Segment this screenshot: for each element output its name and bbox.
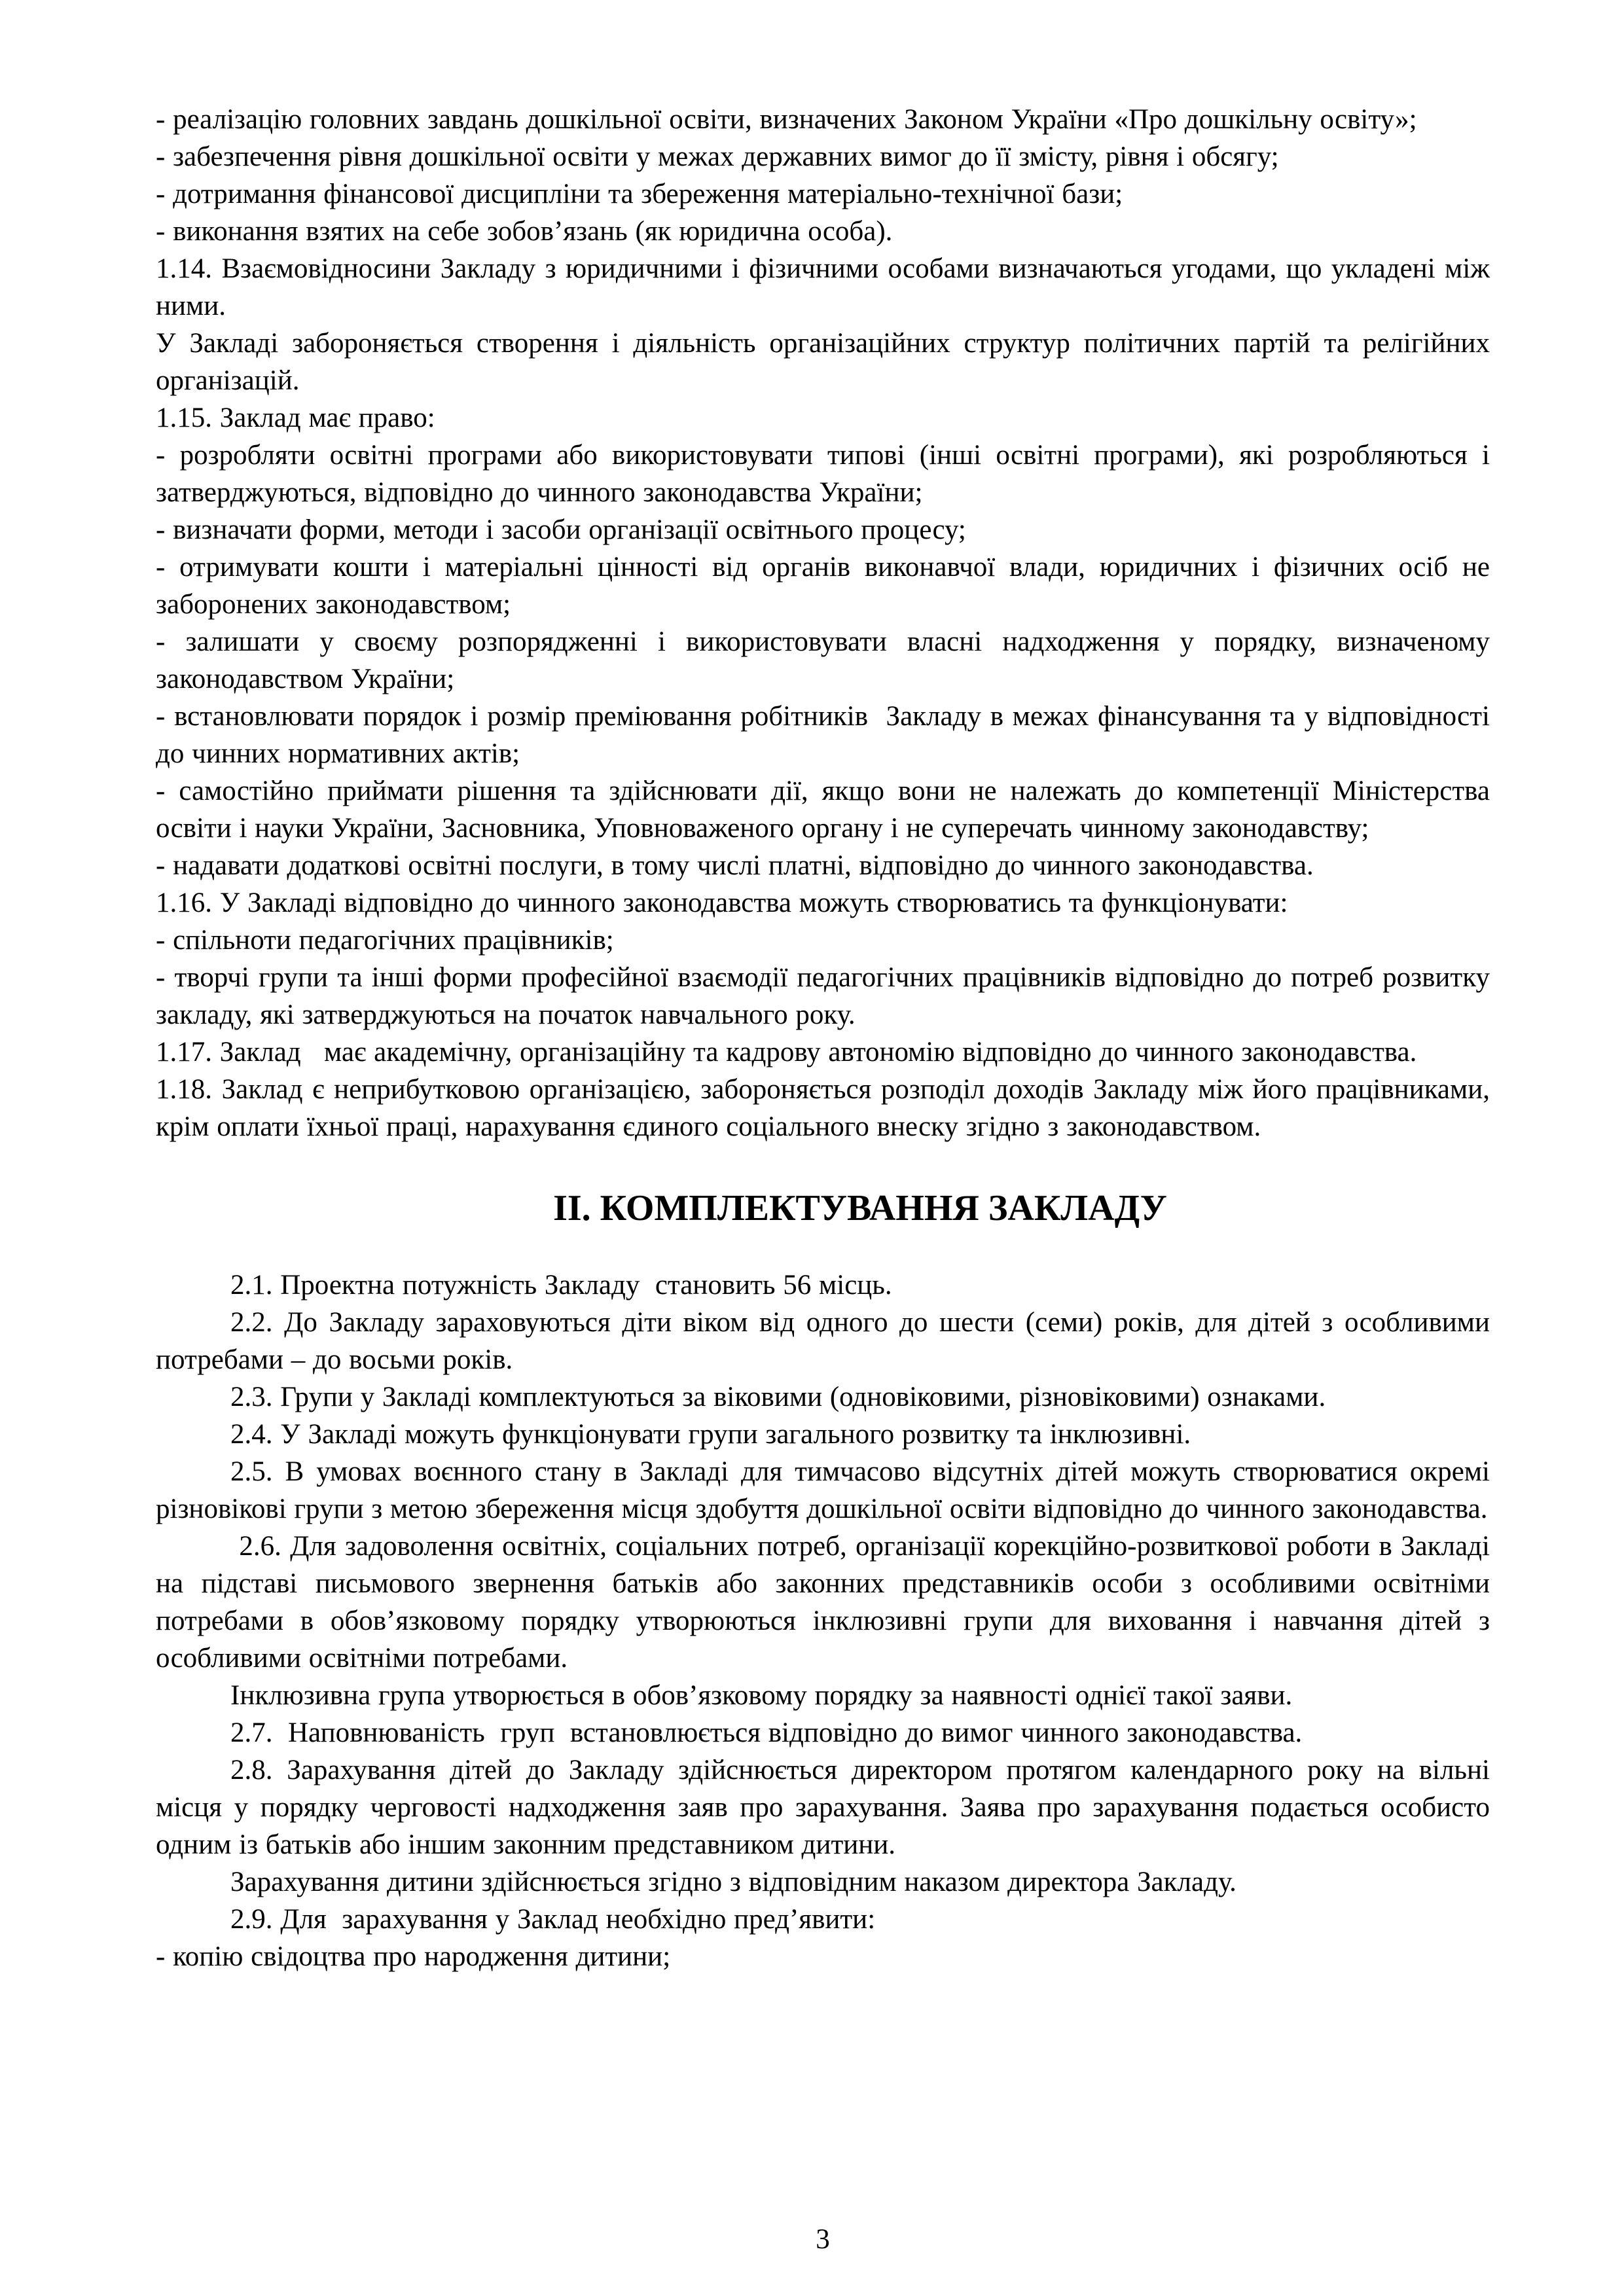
section-heading: ІІ. КОМПЛЕКТУВАННЯ ЗАКЛАДУ bbox=[553, 1188, 1167, 1229]
paragraph: - визначати форми, методи і засоби організації освітнього процесу; bbox=[156, 514, 966, 545]
paragraph: 2.7. Наповнюваність груп встановлюється відповідно до вимог чинного законодавства. bbox=[230, 1717, 1303, 1748]
paragraph: - копію свідоцтва про народження дитини; bbox=[156, 1941, 671, 1972]
paragraph: - забезпечення рівня дошкільної освіти у межах державних вимог до її змісту, рівня і обсягу; bbox=[156, 141, 1279, 172]
paragraph: - залишати у своєму розпорядженні і використовувати власні надходження у порядку, визначеному законодавством України; bbox=[156, 626, 1498, 694]
paragraph: - виконання взятих на себе зобов’язань (як юридична особа). bbox=[156, 216, 893, 247]
paragraph: 2.9. Для зарахування у Заклад необхідно пред’явити: bbox=[230, 1904, 876, 1935]
paragraph: 2.2. До Закладу зараховуються діти віком від одного до шести (семи) років, для дітей з особливими потребами – до восьми років. bbox=[156, 1307, 1498, 1375]
paragraph: - спільноти педагогічних працівників; bbox=[156, 925, 614, 956]
paragraph: - надавати додаткові освітні послуги, в тому числі платні, відповідно до чинного законодавства. bbox=[156, 850, 1314, 881]
paragraph: 1.18. Заклад є неприбутковою організацією, забороняється розподіл доходів Закладу між його працівниками, крім оплати їхньої праці, нарахування єдиного соціального внеску згідно з законодавством. bbox=[156, 1074, 1498, 1142]
paragraph: 2.1. Проектна потужність Закладу становить 56 місць. bbox=[230, 1270, 892, 1300]
paragraph: - розробляти освітні програми або використовувати типові (інші освітні програми), які розробляються і затверджуються, відповідно до чинного законодавства України; bbox=[156, 440, 1498, 508]
paragraph: - творчі групи та інші форми професійної взаємодії педагогічних працівників відповідно до потреб розвитку закладу, які затверджуються на початок навчального року. bbox=[156, 962, 1498, 1030]
page-number: 3 bbox=[816, 2224, 830, 2255]
paragraph: - самостійно приймати рішення та здійснювати дії, якщо вони не належать до компетенції Міністерства освіти і науки України, Засновника, Уповноваженого органу і не суперечать чинному законодавству; bbox=[156, 776, 1498, 844]
paragraph: - реалізацію головних завдань дошкільної освіти, визначених Законом України «Про дошкільну освіту»; bbox=[156, 104, 1417, 135]
paragraph: У Закладі забороняється створення і діяльність організаційних структур політичних партій та релігійних організацій. bbox=[156, 328, 1498, 396]
text-block bbox=[156, 101, 1498, 1975]
paragraph: Інклюзивна група утворюється в обов’язковому порядку за наявності однієї такої заяви. bbox=[230, 1680, 1293, 1711]
paragraph: 1.14. Взаємовідносини Закладу з юридичними і фізичними особами визначаються угодами, що укладені між ними. bbox=[156, 253, 1498, 321]
paragraph: - встановлювати порядок і розмір преміювання робітників Закладу в межах фінансування та у відповідності до чинних нормативних актів; bbox=[156, 701, 1498, 769]
paragraph: 1.17. Заклад має академічну, організаційну та кадрову автономію відповідно до чинного законодавства. bbox=[156, 1037, 1417, 1067]
paragraph: Зарахування дитини здійснюється згідно з відповідним наказом директора Закладу. bbox=[230, 1867, 1236, 1897]
paragraph: 2.3. Групи у Закладі комплектуються за віковими (одновіковими, різновіковими) ознаками. bbox=[230, 1382, 1326, 1412]
paragraph: 1.16. У Закладі відповідно до чинного законодавства можуть створюватись та функціонувати: bbox=[156, 888, 1288, 918]
paragraph: - дотримання фінансової дисципліни та збереження матеріально-технічної бази; bbox=[156, 179, 1123, 209]
paragraph: 2.4. У Закладі можуть функціонувати групи загального розвитку та інклюзивні. bbox=[230, 1419, 1191, 1450]
paragraph: - отримувати кошти і матеріальні цінності від органів виконавчої влади, юридичних і фізичних осіб не заборонених законодавством; bbox=[156, 552, 1498, 620]
paragraph: 2.6. Для задоволення освітніх, соціальних потреб, організації корекційно-розвиткової роботи в Закладі на підставі письмового звернення батьків або законних представників особи з особливими освітніми потребами в обов’язковому порядку утворюються інклюзивні групи для виховання і навчання дітей з особливими освітніми потребами. bbox=[156, 1531, 1498, 1674]
paragraph: 1.15. Заклад має право: bbox=[156, 403, 435, 433]
paragraph: 2.8. Зарахування дітей до Закладу здійснюється директором протягом календарного року на вільні місця у порядку черговості надходження заяв про зарахування. Заява про зарахування подається особисто одним із батьків або іншим законним представником дитини. bbox=[156, 1755, 1498, 1860]
paragraph: 2.5. В умовах воєнного стану в Закладі для тимчасово відсутніх дітей можуть створюватися окремі різновікові групи з метою збереження місця здобуття дошкільної освіти відповідно до чинного законодавства. bbox=[156, 1456, 1498, 1524]
